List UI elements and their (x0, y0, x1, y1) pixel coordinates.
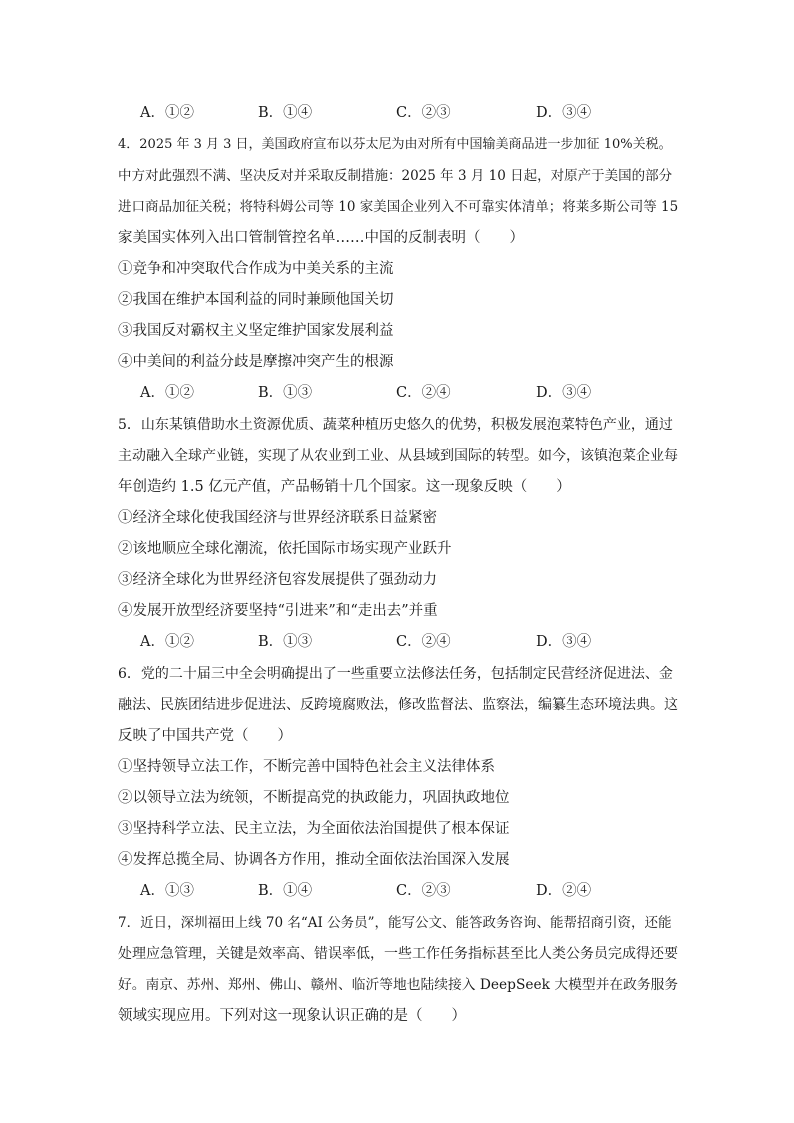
q6-statement: ②以领导立法为统领，不断提高党的执政能力，巩固执政地位 (118, 790, 510, 806)
option-a[interactable]: A．①② (140, 105, 194, 121)
q4-stem-line: 家美国实体列入出口管制管控名单……中国的反制表明（ ） (118, 230, 524, 246)
q4-stem-line: 中方对此强烈不满、坚决反对并采取反制措施：2025 年 3 月 10 日起，对原产于美国的部分 (118, 168, 673, 184)
q4-stem-line: 进口商品加征关税；将特科姆公司等 10 家美国企业列入不可靠实体清单；将莱多斯公司等 15 (118, 199, 679, 215)
option-d[interactable]: D．③④ (536, 385, 592, 401)
q4-statement: ①竞争和冲突取代合作成为中美关系的主流 (118, 261, 394, 277)
option-c[interactable]: C．②③ (396, 105, 451, 121)
q6-statement: ④发挥总揽全局、协调各方作用，推动全面依法治国深入发展 (118, 852, 510, 868)
option-c[interactable]: C．②④ (396, 385, 451, 401)
option-c[interactable]: C．②④ (396, 634, 451, 650)
q4-statement: ④中美间的利益分歧是摩擦冲突产生的根源 (118, 354, 394, 370)
option-b[interactable]: B．①③ (258, 634, 313, 650)
q4-stem-line: 4．2025 年 3 月 3 日，美国政府宣布以芬太尼为由对所有中国输美商品进一步加征 10%关税。 (118, 137, 672, 152)
q7-stem-line: 处理应急管理，关键是效率高、错误率低，一些工作任务指标甚至比人类公务员完成得还要 (118, 946, 678, 962)
option-b[interactable]: B．①③ (258, 385, 313, 401)
option-a[interactable]: A．①② (140, 385, 194, 401)
q6-stem-line: 6．党的二十届三中全会明确提出了一些重要立法修法任务，包括制定民营经济促进法、金 (118, 666, 673, 682)
q6-statement: ①坚持领导立法工作，不断完善中国特色社会主义法律体系 (118, 759, 495, 775)
q7-stem-line: 好。南京、苏州、郑州、佛山、赣州、临沂等地也陆续接入 DeepSeek 大模型并在政务服务 (118, 977, 679, 993)
q5-statement: ④发展开放型经济要坚持“引进来”和“走出去”并重 (118, 603, 438, 619)
q5-stem-line: 5．山东某镇借助水土资源优质、蔬菜种植历史悠久的优势，积极发展泡菜特色产业，通过 (118, 417, 673, 433)
q5-stem-line: 年创造约 1.5 亿元产值，产品畅销十几个国家。这一现象反映（ ） (118, 479, 571, 495)
q6-statement: ③坚持科学立法、民主立法，为全面依法治国提供了根本保证 (118, 821, 510, 837)
q4-options (140, 383, 660, 403)
q6-stem-line: 融法、民族团结进步促进法、反跨境腐败法，修改监督法、监察法，编纂生态环境法典。这 (118, 697, 678, 713)
option-b[interactable]: B．①④ (258, 105, 313, 121)
q7-stem-line: 领域实现应用。下列对这一现象认识正确的是（ ） (118, 1008, 466, 1024)
option-d[interactable]: D．②④ (536, 883, 592, 899)
q3-options (140, 103, 660, 123)
q5-options (140, 632, 660, 652)
q6-options (140, 881, 660, 901)
option-a[interactable]: A．①③ (140, 883, 194, 899)
q5-statement: ①经济全球化使我国经济与世界经济联系日益紧密 (118, 510, 437, 526)
q7-stem-line: 7．近日，深圳福田上线 70 名“AI 公务员”，能写公文、能答政务咨询、能帮招商引资，还能 (118, 915, 672, 931)
q5-stem-line: 主动融入全球产业链，实现了从农业到工业、从县域到国际的转型。如今，该镇泡菜企业每 (118, 448, 678, 464)
option-c[interactable]: C．②③ (396, 883, 451, 899)
option-b[interactable]: B．①④ (258, 883, 313, 899)
option-d[interactable]: D．③④ (536, 105, 592, 121)
option-d[interactable]: D．③④ (536, 634, 592, 650)
q4-statement: ②我国在维护本国利益的同时兼顾他国关切 (118, 292, 394, 308)
q4-statement: ③我国反对霸权主义坚定维护国家发展利益 (118, 323, 394, 339)
q5-statement: ③经济全球化为世界经济包容发展提供了强劲动力 (118, 572, 437, 588)
q6-stem-line: 反映了中国共产党（ ） (118, 728, 292, 744)
option-a[interactable]: A．①② (140, 634, 194, 650)
q5-statement: ②该地顺应全球化潮流，依托国际市场实现产业跃升 (118, 541, 452, 557)
